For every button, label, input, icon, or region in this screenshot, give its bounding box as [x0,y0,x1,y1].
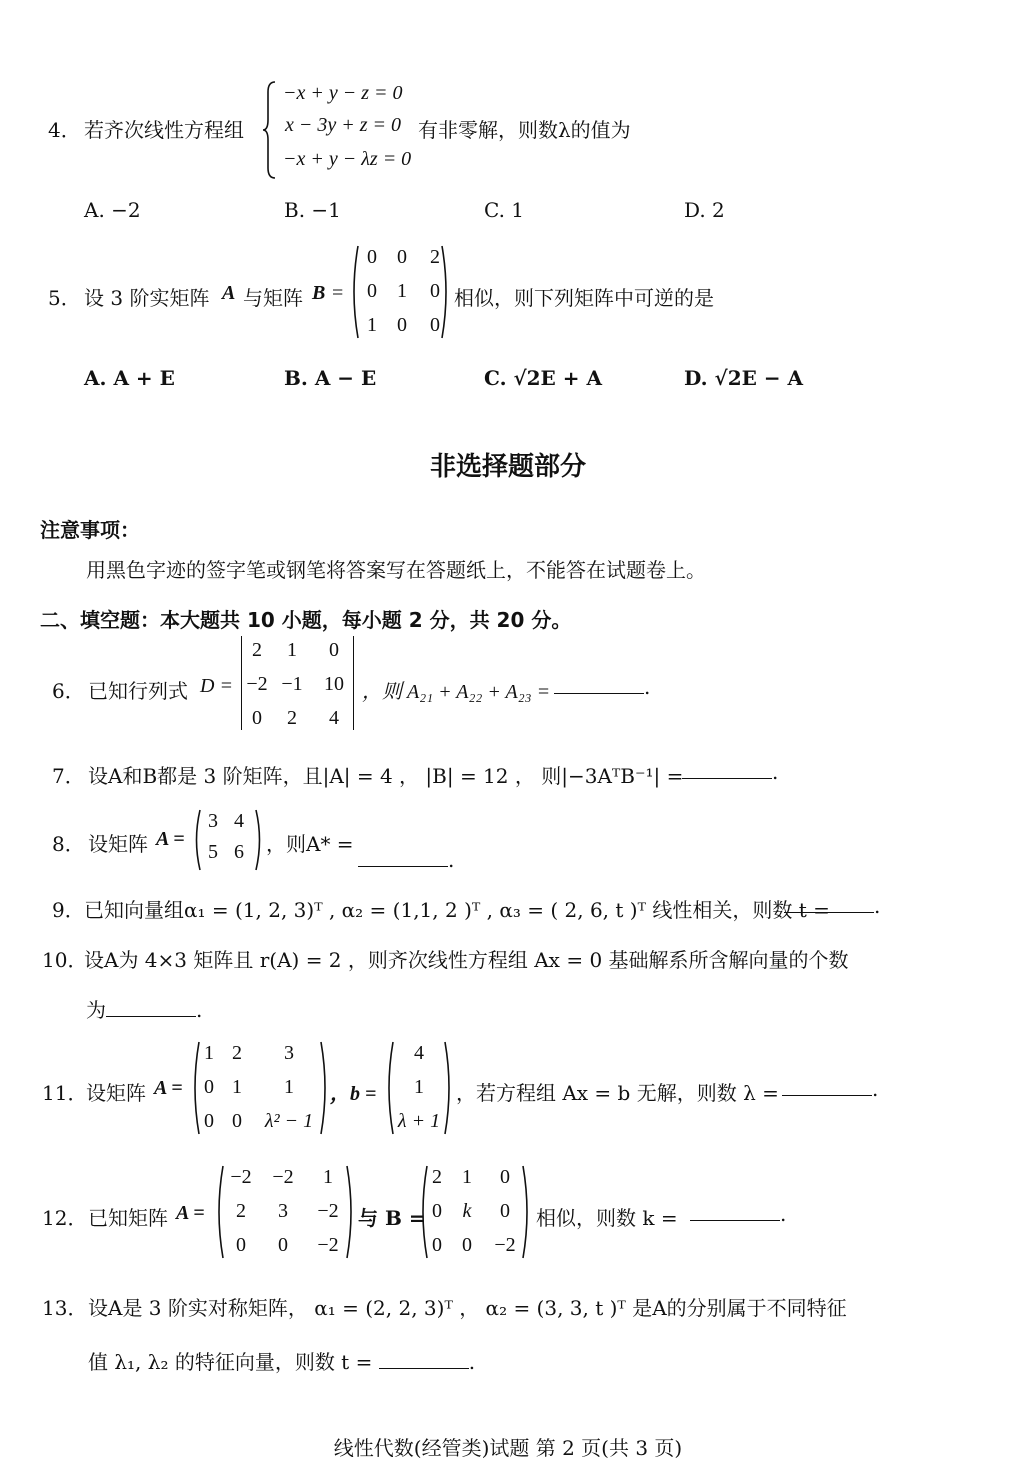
q6-lhs: D = [200,675,233,697]
blank-period: . [448,848,455,872]
blank-line [554,675,644,694]
q4-option-a: A. −2 [84,198,141,222]
q12-matrix-a-cell: 3 [278,1200,288,1222]
q4-prefix: 若齐次线性方程组 [84,118,244,142]
q11-lhs-a: A = [154,1077,183,1099]
q4-option-d: D. 2 [684,198,725,222]
q12-number: 12． [42,1206,88,1230]
q11-matrix-a [198,1042,324,1133]
q5-mid: 与矩阵 [243,286,303,310]
q6-det-cell: 2 [252,639,262,661]
q6-prefix: 已知行列式 [88,679,188,703]
q8-lhs: A = [156,828,185,850]
q12-matrix-a [222,1166,350,1257]
q13-text-2-label: 值 λ₁, λ₂ 的特征向量，则数 t = [88,1350,373,1374]
q11-answer-blank [782,1077,878,1101]
q11-matrix-cell: 0 [204,1110,214,1132]
blank-period: . [874,894,881,918]
q6-suffix: ，则 A₂₁ + A₂₂ + A₂₃ = [362,681,551,703]
q10-text: 设A为 4×3 矩阵且 r(A) = 2 ，则齐次线性方程组 Ax = 0 基础解系所含解向量的个数 [84,948,849,972]
blank-line [379,1350,469,1369]
q12-matrix-a-cell: −2 [230,1166,252,1188]
notice-text: 用黑色字迹的签字笔或钢笔将答案写在答题纸上，不能答在试题卷上。 [86,558,706,582]
notice-label: 注意事项： [40,518,140,542]
q12-matrix-b-cell: 0 [500,1200,510,1222]
q12-answer-blank [690,1202,786,1226]
q7-answer-blank [682,760,778,784]
q8-matrix-cell: 6 [234,841,244,863]
q5-matrix [360,246,450,337]
q7-number: 7． [52,764,85,788]
q5-matrix-a-symbol: A [222,282,236,304]
page-footer: 线性代数(经管类)试题 第 2 页(共 3 页) [333,1436,683,1460]
q12-matrix-a-cell: 1 [323,1166,333,1188]
q11-vector-cell: λ + 1 [397,1110,441,1132]
q4-equation-2: x − 3y + z = 0 [285,114,402,136]
q11-vector-cell: 1 [414,1076,424,1098]
q8-prefix: 设矩阵 [88,832,148,856]
q11-matrix-cell: 1 [284,1076,294,1098]
q10-text-2 [86,994,202,1023]
q11-vector-cell: 4 [414,1042,424,1064]
q13-text-2 [88,1346,475,1375]
blank-period: . [644,675,651,699]
q8-number: 8． [52,832,85,856]
q11-matrix-cell: 1 [204,1042,214,1064]
q11-lhs-b: ，b = [330,1083,377,1105]
q5-matrix-cell: 0 [367,280,377,302]
q8-matrix-cell: 5 [208,841,218,863]
blank-line [782,1077,872,1096]
q11-matrix-cell: λ² − 1 [264,1110,314,1132]
q12-prefix: 已知矩阵 [88,1206,168,1230]
q11-matrix-cell: 0 [232,1110,242,1132]
q9-number: 9． [52,898,85,922]
q11-vector-b [392,1042,446,1133]
q6-det-cell: 0 [329,639,339,661]
q5-option-c: C. √2E + A [484,366,602,390]
q5-matrix-cell: 1 [367,314,377,336]
blank-period: . [468,1350,476,1374]
q8-matrix [202,810,254,864]
q5-matrix-cell: 0 [397,314,407,336]
q6-det-bar-left [241,636,242,730]
q5-prefix: 设 3 阶实矩阵 [84,286,210,310]
q12-matrix-a-cell: 2 [236,1200,246,1222]
q4-brace [262,80,278,180]
q6-det-cell: −2 [246,673,268,695]
q6-determinant [244,639,354,730]
q6-det-cell: 1 [287,639,297,661]
q10-number: 10． [42,948,88,972]
q12-matrix-b-cell: 0 [500,1166,510,1188]
blank-line [106,998,196,1017]
q12-matrix-b [424,1166,526,1257]
q5-matrix-cell: 1 [397,280,407,302]
q8-suffix: ，则A* = [266,832,354,856]
q6-det-cell: −1 [281,673,303,695]
q11-prefix: 设矩阵 [86,1081,146,1105]
q4-option-c: C. 1 [484,198,525,222]
q5-number: 5． [48,286,81,310]
q12-matrix-a-cell: 0 [278,1234,288,1256]
q12-matrix-b-cell: 2 [432,1166,442,1188]
q12-matrix-b-cell: 0 [462,1234,472,1256]
blank-line [358,848,448,867]
q13-text: 设A是 3 阶实对称矩阵， α₁ = (2, 2, 3)ᵀ ， α₂ = (3, 3, t )ᵀ 是A的分别属于不同特征 [88,1296,847,1320]
blank-line [784,894,874,913]
q5-option-d: D. √2E − A [684,366,804,390]
q12-mid: 与 B = [358,1206,426,1230]
q12-matrix-a-cell: −2 [317,1200,339,1222]
blank-line [690,1202,780,1221]
q11-matrix-cell: 3 [284,1042,294,1064]
q5-matrix-cell: 0 [397,246,407,268]
q11-number: 11． [42,1081,88,1105]
blank-period: . [772,760,779,784]
q12-matrix-b-cell: 0 [432,1234,442,1256]
q7-text: 设A和B都是 3 阶矩阵，且|A| = 4 ， |B| = 12 ， 则|−3AᵀB⁻¹| = [88,764,684,788]
blank-period: . [872,1077,879,1101]
q5-option-b: B. A − E [284,366,377,390]
q4-equation-1: −x + y − z = 0 [283,82,403,104]
q4-suffix: 有非零解，则数λ的值为 [418,118,631,142]
q5-matrix-b-symbol: B [312,282,326,304]
q5-matrix-cell: 0 [430,280,440,302]
q12-matrix-b-cell: 1 [462,1166,472,1188]
q4-number: 4． [48,118,81,142]
q11-matrix-cell: 2 [232,1042,242,1064]
q6-det-cell: 0 [252,707,262,729]
q5-suffix: 相似，则下列矩阵中可逆的是 [454,286,714,310]
q6-answer-blank [554,675,650,699]
q12-matrix-a-cell: −2 [272,1166,294,1188]
q13-number: 13． [42,1296,88,1320]
q5-matrix-cell: 0 [367,246,377,268]
q8-matrix-cell: 3 [208,810,218,832]
section-title: 非选择题部分 [429,452,586,482]
blank-period: . [780,1202,787,1226]
blank-line [682,760,772,779]
q11-suffix: ，若方程组 Ax = b 无解，则数 λ = [456,1081,779,1105]
q5-matrix-cell: 0 [430,314,440,336]
q12-suffix: 相似，则数 k = [536,1206,678,1230]
q8-matrix-cell: 4 [234,810,244,832]
q11-matrix-cell: 0 [204,1076,214,1098]
q4-option-b: B. −1 [284,198,341,222]
q12-matrix-b-cell: k [462,1200,472,1222]
q5-matrix-cell: 2 [430,246,440,268]
blank-period: . [196,998,203,1022]
q12-matrix-b-cell: 0 [432,1200,442,1222]
q12-matrix-a-cell: 0 [236,1234,246,1256]
q12-matrix-b-cell: −2 [494,1234,516,1256]
part2-header: 二、填空题：本大题共 10 小题，每小题 2 分，共 20 分。 [40,608,572,632]
q6-det-cell: 10 [324,673,344,695]
q4-equation-3: −x + y − λz = 0 [283,148,412,170]
q12-matrix-a-cell: −2 [317,1234,339,1256]
q5-option-a: A. A + E [84,366,175,390]
q9-answer-blank [784,894,880,918]
q10-text-2-label: 为 [86,998,106,1022]
q9-text: 已知向量组α₁ = (1, 2, 3)ᵀ , α₂ = (1,1, 2 )ᵀ , α₃ = ( 2, 6, t )ᵀ 线性相关，则数 t = [84,898,830,922]
q8-answer-blank [358,848,454,872]
q5-equals: = [332,282,344,304]
q6-number: 6． [52,679,85,703]
q6-det-cell: 2 [287,707,297,729]
q6-det-cell: 4 [329,707,339,729]
q12-lhs-a: A = [176,1202,205,1224]
q11-matrix-cell: 1 [232,1076,242,1098]
